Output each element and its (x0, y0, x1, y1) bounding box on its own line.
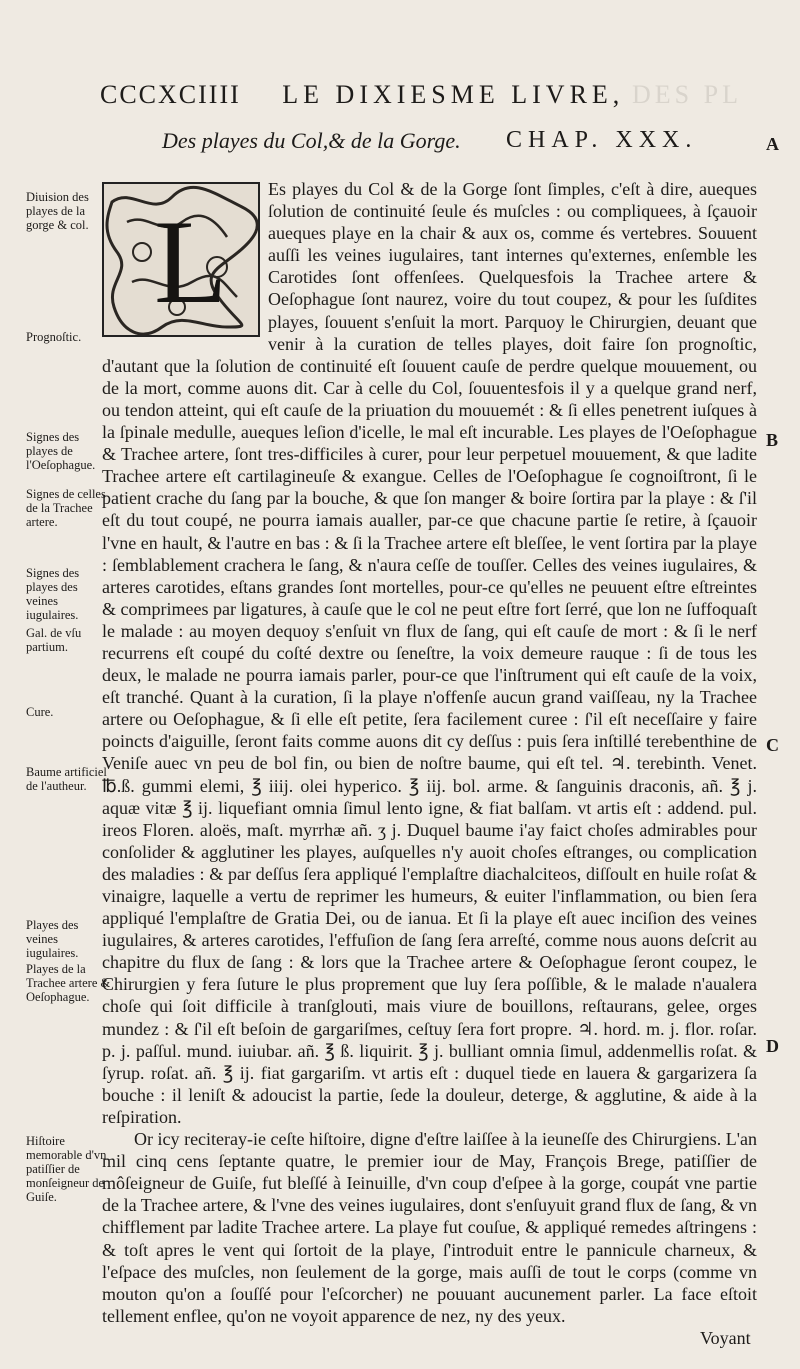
margin-note: Prognoſtic. (26, 330, 82, 344)
margin-note: Diuision des playes de la gorge & col. (26, 190, 89, 232)
paragraph-2-text: Or icy reciteray-ie ceſte hiſtoire, digne d'eſtre laiſſee à la ieuneſſe des Chirurgiens. L'an mil cinq cens ſeptante quatre, le premier iour de May, François Brege, patiſſier de môſeigneur de Guiſe, fut bleſſé à Ieinuille, d'vn coup d'eſpee à la gorge, coupát vne partie de la Trachee artere, & l'vne des veines iugulaires, dont s'enſuyuit grand flux de ſang, & vn chifflement par ladite Trachee artere. La playe fut couſue, & appliqué remedes aſtringens : & toſt apres le vent qui ſortoit de la playe, ſ'introduit entre le pannicule charneux, & l'eſpace des muſcles, non ſeulement de la gorge, mais auſſi de tout le corps (comme vn mouton qu'on a ſouſſé pour l'eſcorcher) ne pouuant aucunement parler. La face eſtoit tellement enflee, qu'on ne voyoit apparence de nez, ny des yeux. (102, 1129, 757, 1326)
signature-b: B (766, 430, 779, 450)
margin-note: Cure. (26, 705, 54, 719)
initial-letter: L (154, 195, 228, 328)
show-through-text: DES PL (632, 80, 742, 109)
paragraph-1-text: Es playes du Col & de la Gorge ſont ſimples, c'eſt à dire, aueques ſolution de continuité ſeule és muſcles : ou compliquees, à ſçauoir aueques playe en la chair & aux os, comme és vertebres. Souuent auſſi les veines iugulaires, tant internes qu'externes, enſemble les Carotides ſont offenſees. Quelquesfois la Trachee artere & Oeſophague ſont naurez, voire du tout coupez, & pour les ſuſdites playes, ſouuent s'enſuit la mort. Parquoy le Chirurgien, deuant que venir à la curation de telles playes, doit faire ſon prognoſtic, d'autant que la ſolution de continuité eſt ſouuent cauſe de perdre quelque mouuement, ou de la mort, comme auons dit. Car à celle du Col, ſouuentesfois il y a quelque grand nerf, ou tendon atteint, qui eſt cauſe de la priuation du mouuemét : & ſi elles penetrent iuſques à la ſpinale medulle, aueques leſion d'icelle, le mal eſt incurable. Les playes de l'Oeſophague & Trachee artere, ſont tres-difficiles à curer, pour leur perpetuel mouuement, & que ladite Trachee artere eſt cartilagineuſe & exangue. Celles de l'Oeſophague ſe cognoiſtront, ſi le patient crache du ſang par la bouche, & que ſon manger & boire ſortira par la playe : & ſ'il eſt du tout coupé, ne pourra iamais aualler, par-ce que chacune partie ſe retire, à ſçauoir l'vne en hault, & l'autre en bas : & ſi la Trachee artere eſt bleſſee, le vent ſortira par la playe : ſemblablement crachera le ſang, & n'aura ceſſe de touſſer. Celles des veines iugulaires, & arteres carotides, eſtans grandes ſont mortelles, pour-ce qu'elles ne peuuent eſtre eſtreintes & comprimees par ligatures, à cauſe que le col ne peut eſtre fort ſerré, que lon ne ſuffoquaſt le malade : au moyen dequoy s'enſuit vn flux de ſang, qui eſt cauſe de mort : & ſi le nerf recurrens eſt coupé du coſté dextre ou ſeneſtre, la voix demeure rauque : ſi de tous les deux, le malade ne pourra iamais parler, pour-ce que l'inſtrument qui eſt cauſe de la voix, eſt tranché. Quant à la curation, ſi la playe n'offenſe aucun grand vaiſſeau, ny la Trachee artere ou Oeſophague, & ſi elle eſt petite, ſera facilement curee : ſ'il eſt neceſſaire y faire poincts d'aiguille, ſeront faits comme auons dit cy deſſus : puis ſera inſtillé terebenthine de Veniſe auec vn peu de bol fin, ou bien de noſtre baume, qui eſt tel. ♃. terebinth. Venet. ℔.ß. gummi elemi, ℥ iiij. olei hyperico. ℥ iij. bol. arme. & ſanguinis draconis, añ. ℥ j. aquæ vitæ ℥ ij. liquefiant omnia ſimul lento igne, & fiat balſam. vt artis eſt : addend. pul. ireos Floren. aloës, maſt. myrrhæ añ. ʒ j. Duquel baume i'ay faict choſes admirables pour conſolider & agglutiner les playes, auſquelles n'y auoit choſes eſtranges, ou complication des maladies : & par deſſus ſera appliqué l'emplaſtre diachalciteos, diſſoult en huile roſat & vinaigre, laquelle a vertu de reprimer les humeurs, & euiter l'inflammation, ou bien ſera appliqué l'emplaſtre de Gratia Dei, ou de ianua. Et ſi la playe eſt auec inciſion des veines iugulaires, & arteres carotides, l'effuſion de ſang ſera arreſté, comme nous auons deſcrit au chapitre du flux de ſang : & lors que la Trachee artere & Oeſophague ſeront coupez, le Chirurgien y fera ſuture le plus proprement que luy ſera poſſible, & le malade n'aualera choſe qui ſoit difficile à tranſglouti, mais viure de bouillons, reſtaurans, gelee, orges mundez : & ſ'il eſt beſoin de gargariſmes, ceſtuy ſera fort propre. ♃. hord. m. j. flor. roſar. p. j. paſſul. mund. iuiubar. añ. ℥ ß. liquirit. ℥ j. bulliant omnia ſimul, addenmellis roſat. & ſyrup. roſat. añ. ℥ ij. fiat gargariſm. vt artis eſt : duquel tiede en lauera & gargarizera ſa bouche : il leniſt & adoucist la partie, ſede la douleur, deterge, & agglutine, & aide à la reſpiration. (102, 179, 757, 1127)
margin-note: Signes des playes de l'Oeſophague. (26, 430, 96, 472)
folio-number: CCCXCIIII (100, 80, 241, 109)
section-title: Des playes du Col,& de la Gorge. (162, 128, 461, 153)
paragraph-1 (102, 178, 757, 1128)
signature-d: D (766, 1036, 779, 1056)
margin-note: Baume artificiel de l'autheur. (26, 765, 107, 793)
chapter-heading: CHAP. XXX. (506, 127, 698, 153)
margin-note: Playes de la Trachee artere & Oeſophague. (26, 962, 111, 1004)
ornamental-initial-icon (102, 182, 260, 337)
signature-a: A (766, 134, 779, 154)
signature-c: C (766, 735, 779, 755)
paragraph-2 (102, 1128, 757, 1327)
main-text (102, 178, 757, 1327)
margin-note: Signes des playes des veines iugulaires. (26, 566, 80, 622)
decorated-initial-l (102, 182, 260, 337)
margin-note: Gal. de vſu partium. (26, 626, 82, 654)
margin-note: Signes de celles de la Trachee artere. (26, 487, 106, 529)
running-head (100, 80, 624, 110)
margin-note: Playes des veines iugulaires. (26, 918, 79, 960)
catchword: Voyant (700, 1328, 751, 1348)
margin-note: Hiſtoire memorable d'vn patiſſier de monſeigneur de Guiſe. (26, 1134, 107, 1204)
book-title: LE DIXIESME LIVRE, (282, 80, 625, 109)
